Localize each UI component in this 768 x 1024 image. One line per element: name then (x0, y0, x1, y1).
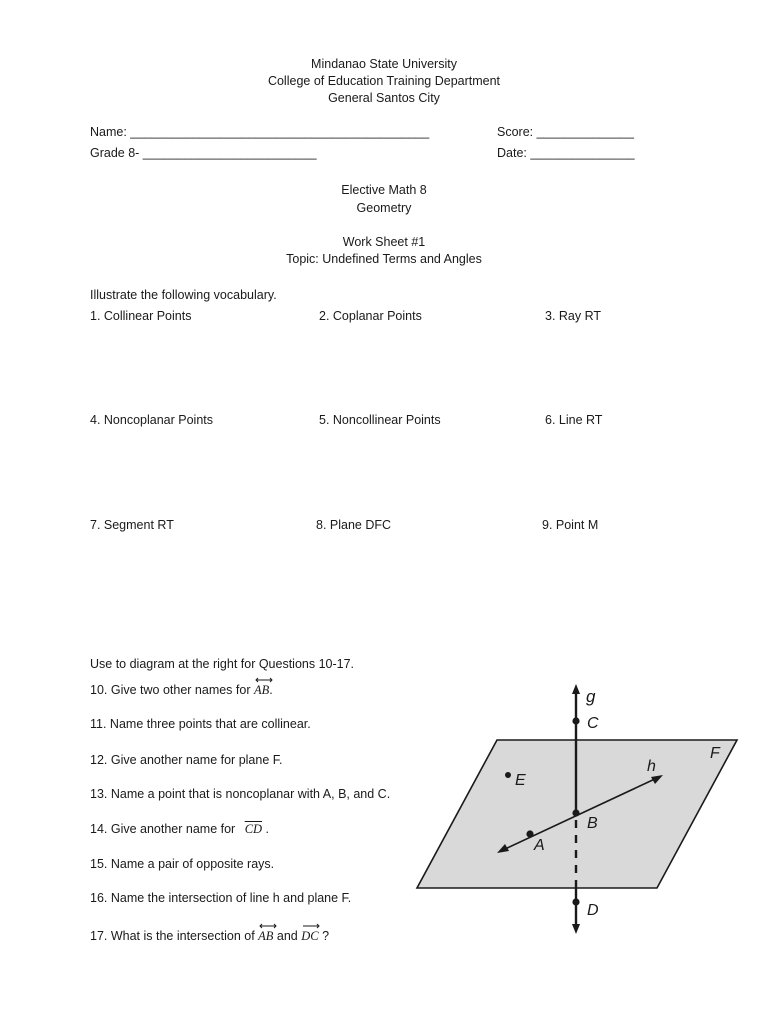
vocab-item: 5. Noncollinear Points (319, 413, 441, 427)
vocab-item: 4. Noncoplanar Points (90, 413, 213, 427)
questions-intro: Use to diagram at the right for Questions 10-17. (90, 657, 355, 671)
var-text: DC (301, 929, 319, 943)
arrowhead-down-icon (572, 924, 580, 934)
name-field[interactable]: Name: ___________________________________________ (90, 125, 430, 139)
label-f: F (710, 745, 720, 762)
question-text: 17. What is the intersection of (90, 929, 259, 943)
label-c: C (587, 715, 599, 732)
vocab-item: 3. Ray RT (545, 309, 602, 323)
vocab-item: 7. Segment RT (90, 518, 174, 532)
question-16: 16. Name the intersection of line h and plane F. (90, 891, 352, 905)
question-17 (90, 929, 329, 944)
label-b: B (587, 815, 598, 832)
question-text: . (269, 683, 273, 697)
area-title: Geometry (356, 201, 412, 215)
question-10 (90, 683, 273, 698)
question-11: 11. Name three points that are collinear. (90, 717, 311, 731)
question-text: ? (318, 929, 330, 943)
university-name: Mindanao State University (311, 57, 457, 71)
score-field[interactable]: Score: ______________ (497, 125, 634, 139)
double-arrow-icon (258, 923, 278, 929)
date-field[interactable]: Date: _______________ (497, 146, 635, 160)
point-d (572, 898, 579, 905)
label-d: D (587, 902, 599, 919)
grade-field[interactable]: Grade 8- _________________________ (90, 146, 317, 160)
question-15: 15. Name a pair of opposite rays. (90, 857, 275, 871)
double-arrow-icon (254, 677, 274, 683)
college-name: College of Education Training Department (267, 74, 501, 88)
question-text: 14. Give another name for (90, 822, 239, 836)
vocab-instruction: Illustrate the following vocabulary. (90, 288, 277, 302)
point-b (572, 809, 579, 816)
question-text: and (273, 929, 302, 943)
subject-title: Elective Math 8 (341, 183, 427, 197)
vocab-item: 8. Plane DFC (316, 518, 392, 532)
vocab-item: 1. Collinear Points (90, 309, 192, 323)
point-c (572, 717, 579, 724)
arrowhead-up-icon (572, 684, 580, 694)
vocab-item: 9. Point M (542, 518, 599, 532)
geometry-diagram (405, 680, 750, 942)
label-a: A (534, 837, 545, 854)
label-h: h (647, 758, 656, 775)
worksheet-title: Work Sheet #1 (342, 235, 426, 249)
vocab-item: 2. Coplanar Points (319, 309, 422, 323)
question-text: 10. Give two other names for (90, 683, 254, 697)
var-text: AB (258, 929, 274, 943)
question-14 (90, 822, 269, 837)
label-e: E (515, 772, 526, 789)
city-name: General Santos City (328, 91, 440, 105)
ray-arrow-icon (301, 923, 321, 929)
vocab-item: 6. Line RT (545, 413, 603, 427)
ray-dc-symbol (301, 929, 318, 944)
var-text: AB (253, 683, 270, 697)
question-13: 13. Name a point that is noncoplanar with A, B, and C. (90, 787, 391, 801)
point-a (526, 830, 533, 837)
question-text: . (262, 822, 270, 836)
topic-title: Topic: Undefined Terms and Angles (286, 252, 482, 266)
question-12: 12. Give another name for plane F. (90, 753, 283, 767)
line-ab-symbol (258, 929, 273, 944)
label-g: g (586, 687, 596, 706)
segment-cd-symbol: $\overline{CD}$ (244, 822, 263, 836)
line-ab-symbol (254, 683, 269, 698)
point-e (505, 772, 511, 778)
